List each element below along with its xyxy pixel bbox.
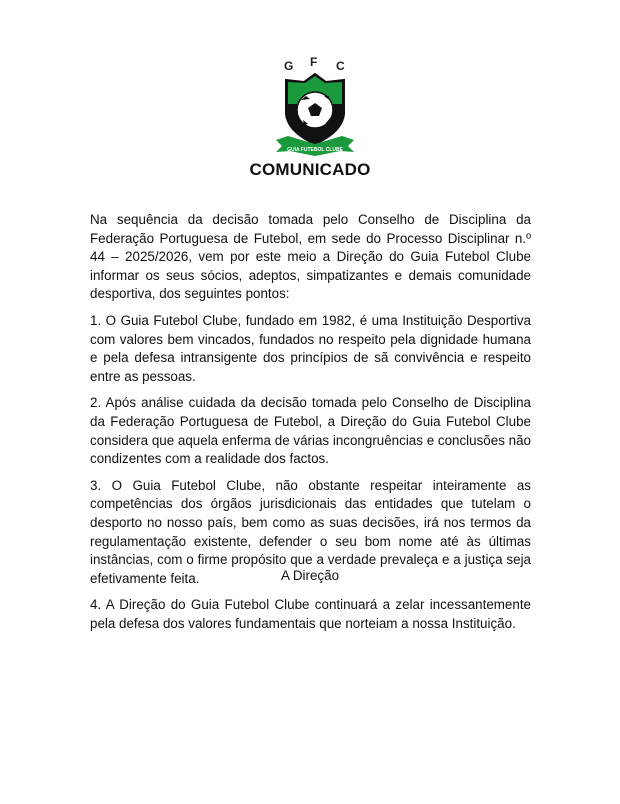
point-1-paragraph: 1. O Guia Futebol Clube, fundado em 1982, é uma Instituição Desportiva com valores bem vincados, fundados no respeito pela dignidade humana e pela defesa intransigente dos princípios de sã convivência e respeito entre as pessoas. [90,312,531,384]
point-3-paragraph: 3. O Guia Futebol Clube, não obstante respeitar inteiramente as competências dos órgãos jurisdicionais das entidades que tutelam o desporto no nosso país, bem como as suas decisões, irá nos termos da regulamentação existente, defender o seu bom nome até às últimas instâncias, com o firme propósito que a verdade prevaleça e a justiça seja efetivamente feita. [90,477,531,586]
intro-paragraph: Na sequência da decisão tomada pelo Conselho de Disciplina da Federação Portuguesa de Futebol, em sede do Processo Disciplinar n.º 44 – 2025/2026, vem por este meio a Direção do Guia Futebol Clube informar os seus sócios, adeptos, simpatizantes e demais comunidade desportiva, dos seguintes pontos: [90,212,531,302]
point-2-paragraph: 2. Após análise cuidada da decisão tomada pelo Conselho de Disciplina da Federação Portuguesa de Futebol, a Direção do Guia Futebol Clube considera que aquela enferma de várias incongruências e conclusões não condizentes com a realidade dos factos. [90,395,531,467]
document-title: COMUNICADO [249,160,371,179]
club-crest-logo [268,52,362,156]
svg-text:F: F [310,55,318,69]
svg-text:G: G [284,59,294,73]
svg-text:C: C [336,59,345,73]
point-4-paragraph: 4. A Direção do Guia Futebol Clube continuará a zelar incessantemente pela defesa dos valores fundamentais que norteiam a nossa Instituição. [90,597,531,631]
signature: A Direção [280,568,340,583]
svg-text:GUIA FUTEBOL CLUBE: GUIA FUTEBOL CLUBE [287,147,343,153]
